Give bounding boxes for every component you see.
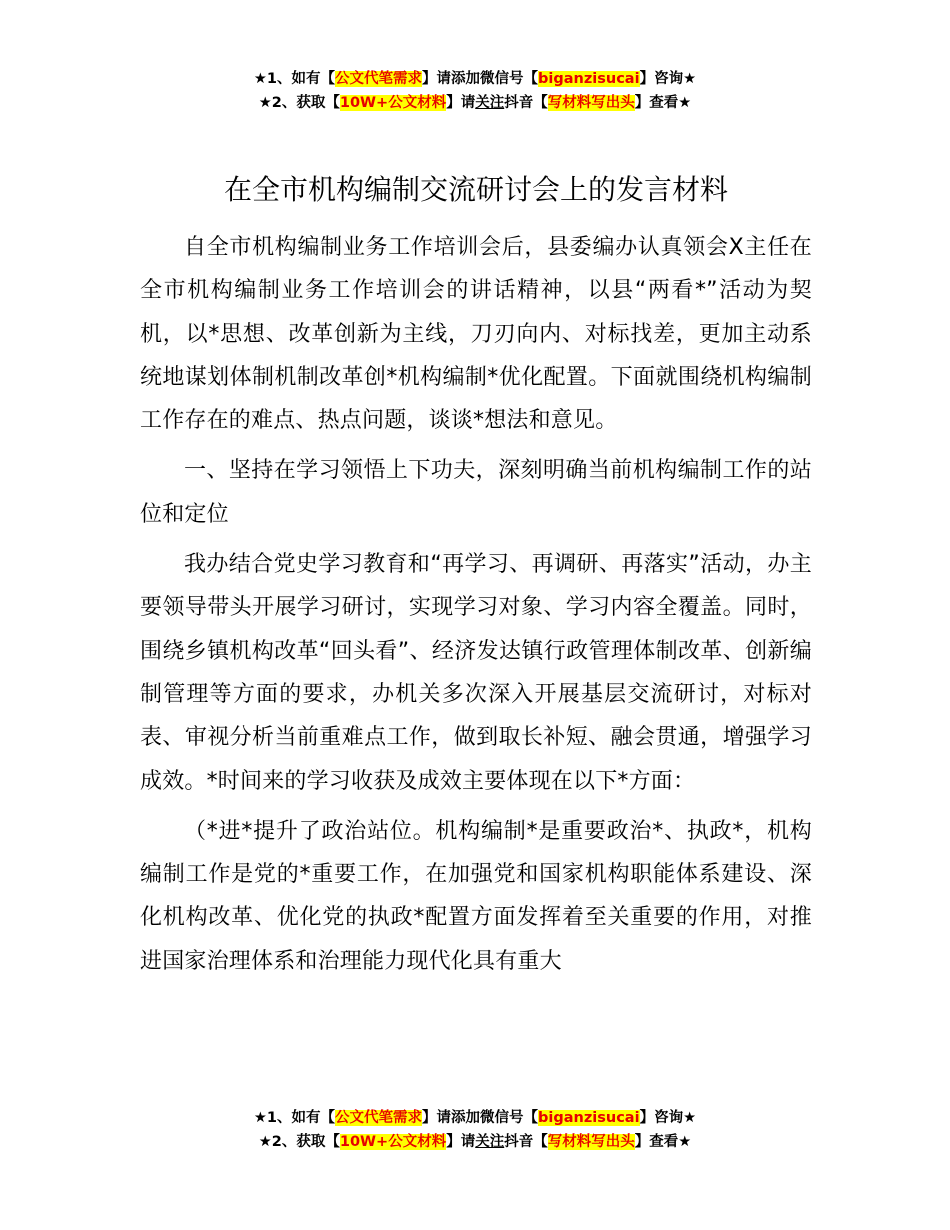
highlight-service: 公文代笔需求 xyxy=(335,71,423,87)
promo-text: 】请 xyxy=(446,1134,476,1150)
promo-text: 抖音【 xyxy=(504,95,548,111)
promo-line-2 xyxy=(0,1130,950,1154)
highlight-materials: 10W+公文材料 xyxy=(339,95,447,111)
document-body xyxy=(140,168,812,990)
promo-text: 1、如有【 xyxy=(266,71,336,87)
highlight-materials: 10W+公文材料 xyxy=(339,1134,447,1150)
star-glyph: ★ xyxy=(253,71,267,87)
promo-text: ★2、获取【 xyxy=(258,95,340,111)
underlined-text: 关注 xyxy=(475,1134,505,1150)
highlight-wechat-id: biganzisucai xyxy=(538,1110,640,1126)
promo-text: 】请添加微信号【 xyxy=(422,1110,539,1126)
promo-text: 】咨询★ xyxy=(639,1110,697,1126)
section-heading-1: 一、坚持在学习领悟上下功夫，深刻明确当前机构编制工作的站位和定位 xyxy=(140,458,812,527)
highlight-wechat-id: biganzisucai xyxy=(538,71,640,87)
star-glyph: ★ xyxy=(253,1110,267,1126)
paragraph-intro: 自全市机构编制业务工作培训会后，县委编办认真领会X主任在全市机构编制业务工作培训会的讲话精神，以县“两看*”活动为契机，以*思想、改革创新为主线，刀刃向内、对标找差，更加主动系统地谋划体制机制改革创*机构编制*优化配置。下面就围绕机构编制工作存在的难点、热点问题，谈谈*想法和意见。 xyxy=(140,235,812,434)
promo-text: 】请 xyxy=(446,95,476,111)
promo-text: 】咨询★ xyxy=(639,71,697,87)
promo-text: 】请添加微信号【 xyxy=(422,71,539,87)
promo-text: 】查看★ xyxy=(634,1134,692,1150)
document-title: 在全市机构编制交流研讨会上的发言材料 xyxy=(223,173,728,206)
highlight-douyin: 写材料写出头 xyxy=(547,95,635,111)
promo-line-1 xyxy=(0,1106,950,1130)
promo-text: ★2、获取【 xyxy=(258,1134,340,1150)
header-promo-banner xyxy=(0,67,950,115)
promo-text: 抖音【 xyxy=(504,1134,548,1150)
underlined-text: 关注 xyxy=(475,95,505,111)
promo-line-1 xyxy=(0,67,950,91)
promo-text: 】查看★ xyxy=(634,95,692,111)
paragraph-study: 我办结合党史学习教育和“再学习、再调研、再落实”活动，办主要领导带头开展学习研讨，实现学习对象、学习内容全覆盖。同时，围绕乡镇机构改革“回头看”、经济发达镇行政管理体制改革、创新编制管理等方面的要求，办机关多次深入开展基层交流研讨，对标对表、审视分析当前重难点工作，做到取长补短、融会贯通，增强学习成效。*时间来的学习收获及成效主要体现在以下*方面： xyxy=(140,552,812,794)
promo-text: 1、如有【 xyxy=(266,1110,336,1126)
footer-promo-banner xyxy=(0,1106,950,1154)
highlight-service: 公文代笔需求 xyxy=(335,1110,423,1126)
paragraph-political-standing: （*进*提升了政治站位。机构编制*是重要政治*、执政*，机构编制工作是党的*重要工作，在加强党和国家机构职能体系建设、深化机构改革、优化党的执政*配置方面发挥着至关重要的作用，对推进国家治理体系和治理能力现代化具有重大 xyxy=(140,818,812,974)
promo-line-2 xyxy=(0,91,950,115)
highlight-douyin: 写材料写出头 xyxy=(547,1134,635,1150)
